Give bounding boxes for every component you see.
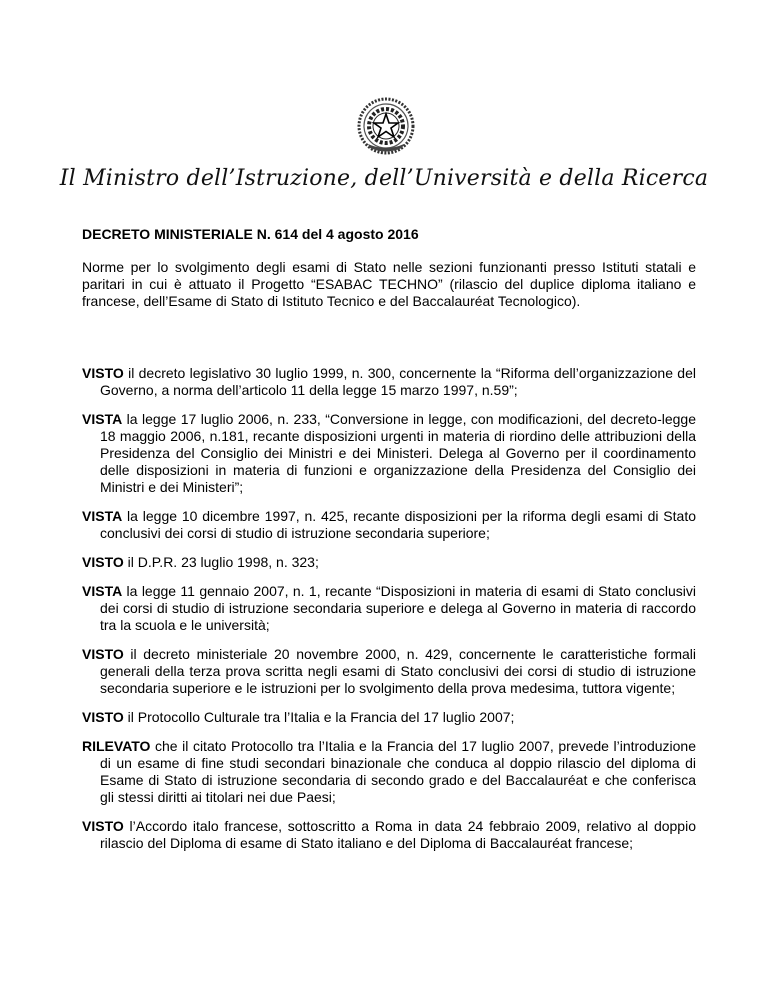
clause bbox=[82, 818, 696, 852]
clause bbox=[82, 583, 696, 634]
clause-text: l’Accordo italo francese, sottoscritto a Roma in data 24 febbraio 2009, relativo al doppio rilascio del Diploma di esame di Stato italiano e del Diploma di Baccalauréat francese; bbox=[100, 818, 696, 851]
italian-republic-emblem-icon bbox=[356, 96, 416, 156]
clause-keyword: VISTA bbox=[82, 508, 123, 524]
clause-text: che il citato Protocollo tra l’Italia e la Francia del 17 luglio 2007, prevede l’introduzione di un esame di fine studi secondari binazionale che conduca al doppio rilascio del diploma di Esame di Stato di istruzione secondaria di secondo grado e del Baccalauréat e che conferisca gli stessi diritti ai titolari nei due Paesi; bbox=[100, 738, 696, 805]
clause-text: la legge 17 luglio 2006, n. 233, “Conversione in legge, con modificazioni, del decreto-legge 18 maggio 2006, n.181, recante disposizioni urgenti in materia di riordino delle attribuzioni della Presidenza del Consiglio dei Ministri e dei Ministeri. Delega al Governo per il coordinamento delle disposizioni in materia di funzioni e organizzazione della Presidenza del Consiglio dei Ministri e dei Ministeri”; bbox=[100, 411, 696, 495]
clause-keyword: VISTO bbox=[82, 818, 124, 834]
clause bbox=[82, 411, 696, 496]
clause-keyword: VISTO bbox=[82, 646, 124, 662]
clause-text: il decreto legislativo 30 luglio 1999, n. 300, concernente la “Riforma dell’organizzazione del Governo, a norma dell’articolo 11 della legge 15 marzo 1997, n.59”; bbox=[100, 365, 696, 398]
clause-keyword: VISTO bbox=[82, 709, 124, 725]
preamble-clauses bbox=[82, 365, 696, 852]
clause bbox=[82, 554, 696, 571]
clause-text: il Protocollo Culturale tra l’Italia e la Francia del 17 luglio 2007; bbox=[123, 709, 515, 725]
document-body bbox=[82, 226, 696, 864]
clause-keyword: VISTO bbox=[82, 554, 124, 570]
clause-text: il decreto ministeriale 20 novembre 2000, n. 429, concernente le caratteristiche formali generali della terza prova scritta negli esami di Stato conclusivi dei corsi di studio di istruzione secondaria superiore e le istruzioni per lo svolgimento della prova medesima, tuttora vigente; bbox=[100, 646, 696, 696]
clause-keyword: VISTA bbox=[82, 411, 123, 427]
clause bbox=[82, 738, 696, 806]
decree-title: DECRETO MINISTERIALE N. 614 del 4 agosto 2016 bbox=[82, 226, 419, 242]
clause-text: la legge 10 dicembre 1997, n. 425, recante disposizioni per la riforma degli esami di Stato conclusivi dei corsi di studio di istruzione secondaria superiore; bbox=[100, 508, 696, 541]
clause-keyword: VISTA bbox=[82, 583, 123, 599]
clause-keyword: RILEVATO bbox=[82, 738, 151, 754]
decree-subject: Norme per lo svolgimento degli esami di Stato nelle sezioni funzionanti presso Istituti statali e paritari in cui è attuato il Progetto “ESABAC TECHNO” (rilascio del duplice diploma italiano e francese, dell’Esame di Stato di Istituto Tecnico e del Baccalauréat Tecnologico). bbox=[82, 259, 696, 309]
clause bbox=[82, 709, 696, 726]
clause bbox=[82, 508, 696, 542]
clause bbox=[82, 646, 696, 697]
clause-text: la legge 11 gennaio 2007, n. 1, recante “Disposizioni in materia di esami di Stato conclusivi dei corsi di studio di istruzione secondaria superiore e delega al Governo in materia di raccordo tra la scuola e le università; bbox=[100, 583, 696, 633]
clause-keyword: VISTO bbox=[82, 365, 124, 381]
ministry-header: Il Ministro dell’Istruzione, dell’Università e della Ricerca bbox=[59, 166, 709, 191]
clause bbox=[82, 365, 696, 399]
clause-text: il D.P.R. 23 luglio 1998, n. 323; bbox=[123, 554, 319, 570]
